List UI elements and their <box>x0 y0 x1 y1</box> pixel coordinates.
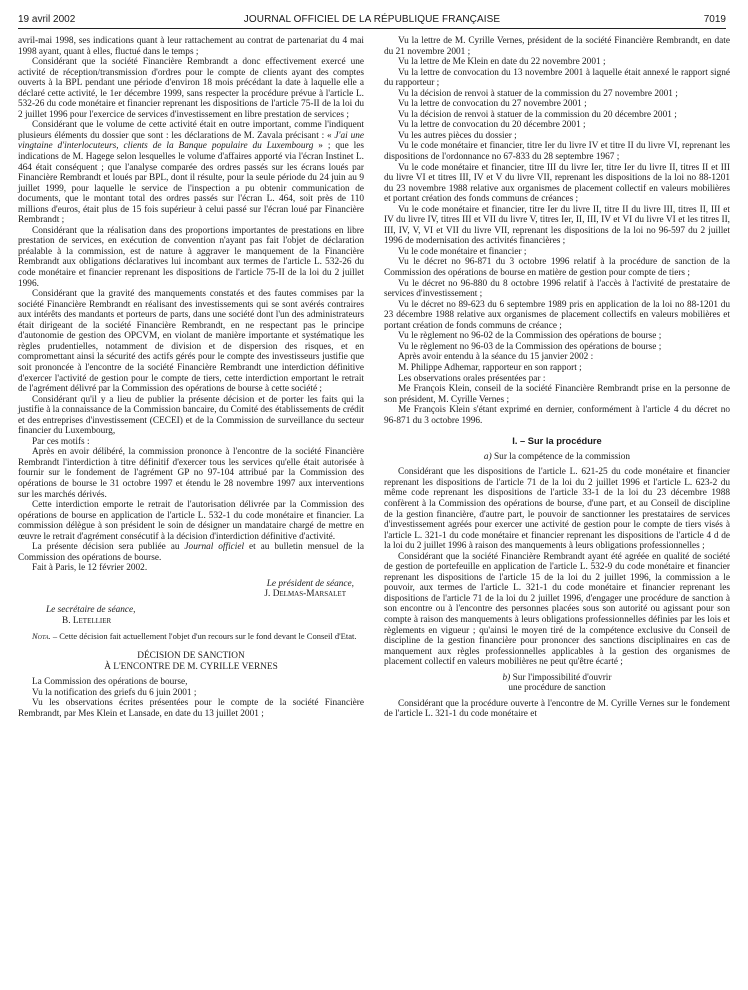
paragraph: Cette interdiction emporte le retrait de l'autorisation délivrée par la Commission des opérations de bourse en application de l'article L. 532-1 du code monétaire et financier. La commission délègue à son président le soin de désigner un mandataire chargé de mettre en œuvre le retrait d'agrément consécutif à la décision d'interdiction définitive d'activité. <box>18 500 364 542</box>
paragraph: Vu le code monétaire et financier, titre Ier du livre IV et titre II du livre VI, reprenant les dispositions de l'ordonnance no 67-833 du 28 septembre 1967 ; <box>384 141 730 163</box>
header-rule <box>18 28 726 29</box>
left-column <box>18 36 364 719</box>
right-column <box>384 36 730 720</box>
paragraph: Vu le code monétaire et financier, titre III du livre Ier, titre Ier du livre II, titres II et III du livre VI et titres III, IV et V du livre VII, reprenant les dispositions de la loi no 88-1201 du 23 novembre 1988 relative aux organismes de placement collectif en valeurs mobilières et portant création des fonds communs de créances ; <box>384 162 730 205</box>
decision-title: DÉCISION DE SANCTION <box>137 651 245 662</box>
paragraph: Après en avoir délibéré, la commission prononce à l'encontre de la société Financière Rembrandt l'interdiction à titre définitif d'exercer tous les services qu'elle était autorisée à fournir sur le fondement de l'agrément GP no 97-104 attribué par la Commission des opérations de bourse le 31 octobre 1997 et étendu le 28 novembre 1997 aux interventions sur les marchés dérivés. <box>18 447 364 500</box>
header-date: 19 avril 2002 <box>18 14 76 25</box>
paragraph: Vu le règlement no 96-03 de la Commission des opérations de bourse ; <box>398 341 662 352</box>
section-heading: I. – Sur la procédure <box>512 436 602 447</box>
paragraph: La présente décision sera publiée au Journal officiel et au bulletin mensuel de la Commission des opérations de bourse. <box>18 542 364 563</box>
paragraph: Vu le décret no 89-623 du 6 septembre 1989 pris en application de la loi no 88-1201 du 23 décembre 1988 relative aux organismes de placement collectifs en valeurs mobilières et portant création de fonds communs de créance ; <box>384 299 730 331</box>
paragraph: avril-mai 1998, ses indications quant à leur rattachement au contrat de partenariat du 4 mai 1998 ayant, quant à elles, fluctué dans le temps ; <box>18 36 364 57</box>
paragraph: M. Philippe Adhemar, rapporteur en son rapport ; <box>398 362 582 373</box>
paragraph: Considérant que la société Financière Rembrandt a donc effectivement exercé une activité de réception/transmission d'ordres pour le compte de clients ayant des comptes ouverts à la BPL pendant une période d'environ 18 mois précédant la date à laquelle elle a déclaré cette activité, le 1er décembre 1999, sans respecter la procédure prévue à l'article L. 532-26 du code monétaire et financier reprenant les dispositions de l'article 75-II de la loi du 2 juillet 1996 pour l'exercice de services d'investissement en libre prestation de services ; <box>18 57 364 120</box>
paragraph: Considérant que la réalisation dans des proportions importantes de prestations en libre prestation de services, en exécution de convention n'ayant pas fait l'objet de déclaration préalable à la commission, est de nature à aggraver le manquement de la Financière Rembrandt aux obligations déclaratives lui incombant aux termes de l'article L. 532-26 du code monétaire et financier reprenant les dispositions de l'article 75-II de la loi du 2 juillet 1996. <box>18 225 364 289</box>
paragraph: Vu la lettre de convocation du 20 décembre 2001 ; <box>398 120 586 131</box>
paragraph: Par ces motifs : <box>32 436 90 447</box>
paragraph: Me François Klein, conseil de la société Financière Rembrandt prise en la personne de son président, M. Cyrille Vernes ; <box>384 384 730 405</box>
paragraph: Me François Klein s'étant exprimé en dernier, conformément à l'article 4 du décret no 96-871 du 3 octobre 1996. <box>384 405 730 426</box>
paragraph: Vu le décret no 96-880 du 8 octobre 1996 relatif à l'accès à l'activité de prestataire de services d'investissement ; <box>384 278 730 300</box>
page-number: 7019 <box>703 14 726 25</box>
paragraph: Vu les autres pièces du dossier ; <box>398 130 517 141</box>
paragraph: Vu les observations écrites présentées pour le compte de la société Financière Rembrandt, par Mes Klein et Lansade, en date du 13 juillet 2001 ; <box>18 698 364 719</box>
paragraph: La Commission des opérations de bourse, <box>32 677 188 688</box>
paragraph: Vu la lettre de convocation du 13 novembre 2001 à laquelle était annexé le rapport signé du rapporteur ; <box>384 67 730 89</box>
paragraph: Vu la lettre de convocation du 27 novembre 2001 ; <box>398 99 587 110</box>
paragraph: Considérant que les dispositions de l'article L. 621-25 du code monétaire et financier reprenant les dispositions de l'article 71 de la loi du 2 juillet 1996 et l'article L. 623-2 du même code reprenant les dispositions de l'article 33-1 de la loi du 23 décembre 1988 confèrent à la Commission des opérations de bourse, d'une part, et au Conseil de discipline de la gestion financière, d'autre part, le pouvoir de sanctionner les prestataires de services d'investissement agréés pour exercer une activité de gestion pour le compte de tiers visés à l'article L. 321-1 du code monétaire et financier reprenant les dispositions de l'article 4 d de la loi du 2 juillet 1996 à raison des manquements à leurs obligations professionnelles ; <box>384 467 730 552</box>
secretary-name: B. Letellier <box>62 615 112 626</box>
page-header <box>18 14 726 28</box>
journal-title: JOURNAL OFFICIEL DE LA RÉPUBLIQUE FRANÇAISE <box>243 14 501 25</box>
paragraph: Considérant que la gravité des manquements constatés et des fautes commises par la société Financière Rembrandt en réalisant des investissements qui se sont avérés contraires aux intérêts des mandants et porteurs de parts, dans une société dont l'un des administrateurs était dirigeant de la société Financière Rembrandt, en ne respectant pas le principe d'autonomie de gestion des OPCVM, en violant de manière importante et systématique les règles prudentielles, notamment de division et de dispersion des risques, et en compromettant ainsi la sécurité des actifs gérés pour le compte des investisseurs justifie que soit prononcée à l'encontre de la société Financière Rembrandt une interdiction définitive d'exercer l'activité de gestion pour le compte de tiers, cette interdiction emportant le retrait de l'agrément délivré par la Commission des opérations de bourse à cette société ; <box>18 289 364 395</box>
paragraph: Considérant que la société Financière Rembrandt ayant été agréée en qualité de société de gestion de portefeuille en application de l'article L. 532-9 du code monétaire et financier reprenant les dispositions de l'article 15 de la loi du 2 juillet 1996, la commission a le pouvoir, aux termes de l'article L. 321-1 du code monétaire et financier reprenant les dispositions de l'article 71 de la loi du 2 juillet 1996, d'engager une procédure de sanction à son encontre ou à l'encontre des personnes placées sous son autorité ou agissant pour son compte à raison des manquements à leurs obligations professionnelles définies par les lois et règlements en vigueur ; qu'ainsi le moyen tiré de la compétence exclusive du Conseil de discipline de la gestion financière pour prononcer des sanctions disciplinaires en cas de manquement aux règles professionnelles applicables à la gestion des organismes de placement collectif en valeurs mobilières ne peut qu'être écarté ; <box>384 551 730 668</box>
paragraph: Les observations orales présentées par : <box>398 373 546 384</box>
paragraph: Vu le règlement no 96-02 de la Commission des opérations de bourse ; <box>398 331 662 342</box>
paragraph: Vu la lettre de M. Cyrille Vernes, président de la société Financière Rembrandt, en date du 21 novembre 2001 ; <box>384 36 730 57</box>
paragraph: Vu le décret no 96-871 du 3 octobre 1996 relatif à la procédure de sanction de la Commission des opérations de bourse en matière de gestion pour compte de tiers ; <box>384 257 730 279</box>
paragraph: Vu la notification des griefs du 6 juin 2001 ; <box>32 687 197 698</box>
paragraph: Vu la décision de renvoi à statuer de la commission du 20 décembre 2001 ; <box>398 109 677 120</box>
paragraph: Après avoir entendu à la séance du 15 janvier 2002 : <box>398 352 594 363</box>
paragraph: Considérant que le volume de cette activité était en outre important, comme l'indiquent plusieurs éléments du dossier que sont : les déclarations de M. Zavala précisant : « J'ai une vingtaine d'interlocuteurs, clients de la Banque populaire du Luxembourg » ; que les indications de M. Hagege selon lesquelles le volume d'affaires apporté via l'écran Instinet L. 464 était conséquent ; que l'analyse comparée des ordres passés sur les écrans loués par Financière Rembrandt et loués par BPL, dont il résulte, pour la seule période du 24 juin au 9 juillet 1999, pour laquelle le service de l'inspection a pu obtenir communication de documents, que le montant total des ordres passés sur l'écran L. 464, soit près de 110 millions d'euros, était plus de 15 fois supérieur à celui passé sur l'écran loué par Financière Rembrandt ; <box>18 120 364 226</box>
president-title: Le président de séance, <box>266 578 354 589</box>
subsection-heading-line2: une procédure de sanction <box>508 683 606 694</box>
president-name: J. Delmas-Marsalet <box>264 589 346 600</box>
subsection-heading: b) Sur l'impossibilité d'ouvrir <box>502 672 612 683</box>
nota: Nota. – Cette décision fait actuellement l'objet d'un recours sur le fond devant le Conseil d'Etat. <box>32 631 357 642</box>
paragraph: Vu le code monétaire et financier, titre Ier du livre II, titre II du livre III, titres II, III et IV du livre IV, titres III et VII du livre V, titres Ier, II, III, IV et VI du livre VI et les titres II, III, IV, V, VI et VII du livre VII, reprenant les dispositions de la loi no 96-597 du 2 juillet 1996 de modernisation des activités financières ; <box>384 204 730 247</box>
paragraph: Vu la décision de renvoi à statuer de la commission du 27 novembre 2001 ; <box>398 88 678 99</box>
paragraph: Vu la lettre de Me Klein en date du 22 novembre 2001 ; <box>398 57 606 68</box>
decision-subtitle: À L'ENCONTRE DE M. CYRILLE VERNES <box>104 661 278 672</box>
paragraph: Considérant qu'il y a lieu de publier la présente décision et de porter les faits qui la justifie à la connaissance de la Commission bancaire, du Comité des établissements de crédit et des entreprises d'investissement (CECEI) et de la Commission de surveillance du secteur financier du Luxembourg, <box>18 394 364 437</box>
subsection-heading: a) Sur la compétence de la commission <box>483 451 631 462</box>
secretary-title: Le secrétaire de séance, <box>46 604 136 615</box>
paragraph: Considérant que la procédure ouverte à l'encontre de M. Cyrille Vernes sur le fondement de l'article L. 321-1 du code monétaire et <box>384 698 730 720</box>
paragraph: Fait à Paris, le 12 février 2002. <box>32 563 148 574</box>
paragraph: Vu le code monétaire et financier ; <box>398 246 527 257</box>
